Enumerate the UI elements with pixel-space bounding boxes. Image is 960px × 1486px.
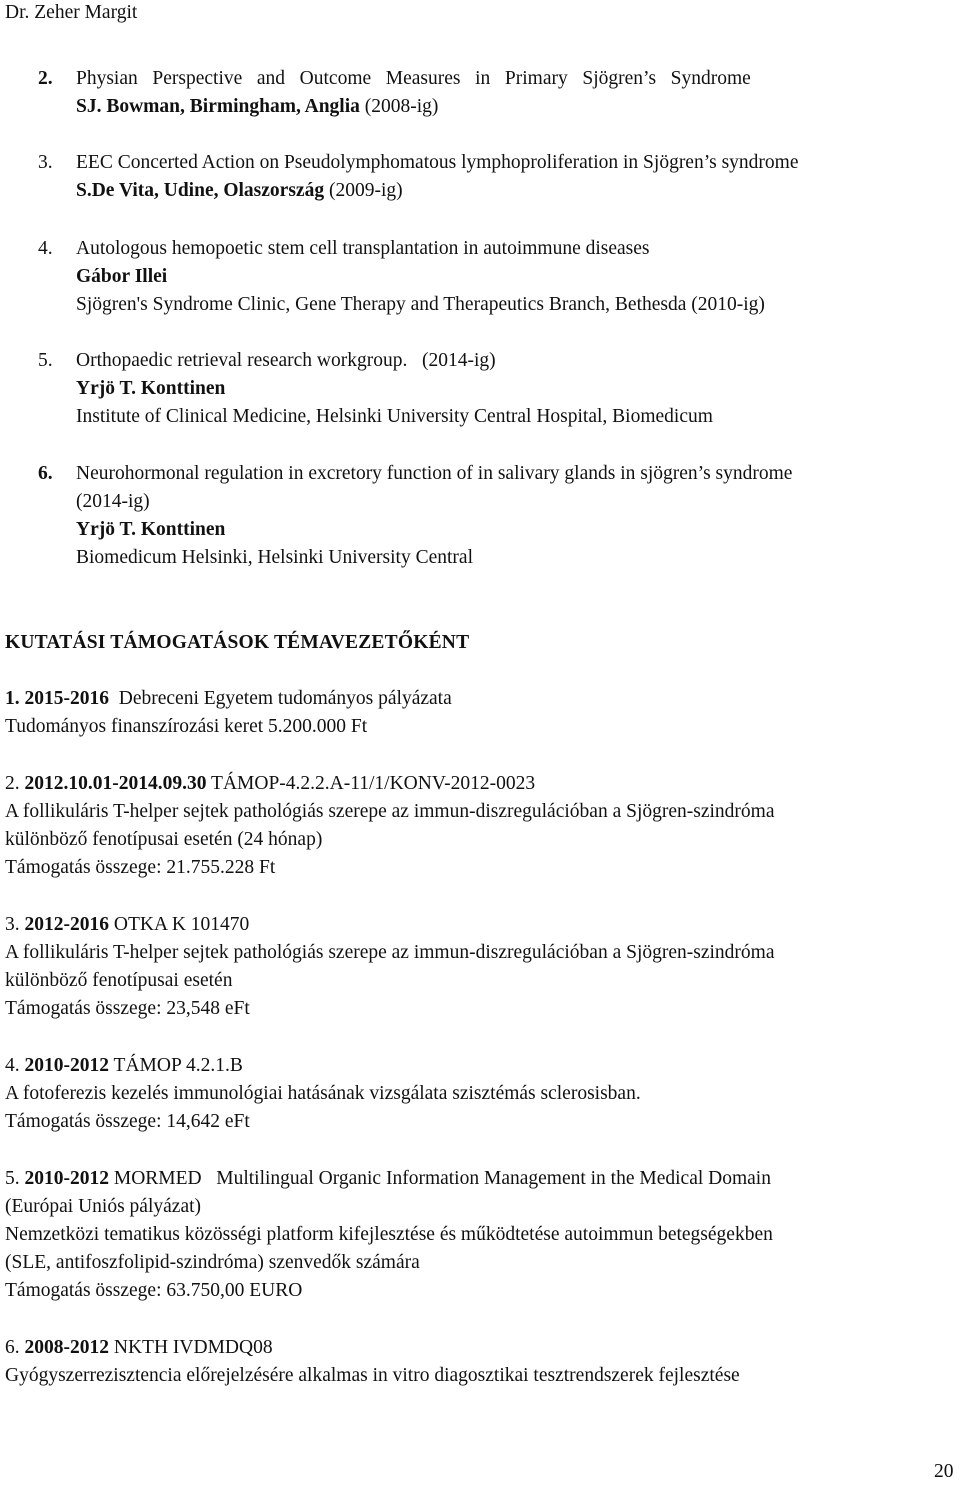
project-title: Autologous hemopoetic stem cell transplantation in autoimmune diseases [76,238,650,259]
grant-amount: Támogatás összege: 23,548 eFt [5,998,250,1019]
lead-period: (2009-ig) [324,180,403,201]
project-institution: Sjögren's Syndrome Clinic, Gene Therapy and Therapeutics Branch, Bethesda (2010-ig) [76,294,765,315]
grant-amount: Támogatás összege: 21.755.228 Ft [5,857,276,878]
grant-name: Debreceni Egyetem tudományos pályázata [118,688,452,709]
project-title: Orthopaedic retrieval research workgroup. (2014-ig) [76,350,496,371]
project-institution: Institute of Clinical Medicine, Helsinki University Central Hospital, Biomedicum [76,406,713,427]
item-number: 2. [38,68,53,89]
grant-number: 4. [5,1055,20,1076]
grant-number: 5. [5,1168,20,1189]
grant-period: 2012.10.01-2014.09.30 [24,773,207,794]
grant-name: OTKA K 101470 [113,914,250,935]
lead-name: SJ. Bowman, Birmingham, Anglia [76,96,360,117]
grant-name: TÁMOP 4.2.1.B [113,1055,243,1076]
item-number: 6. [38,463,53,484]
grant-detail-line: A fotoferezis kezelés immunológiai hatásának vizsgálata szisztémás sclerosisban. [5,1083,641,1104]
item-number: 5. [38,350,53,371]
grant-amount: Támogatás összege: 14,642 eFt [5,1111,250,1132]
item-number: 4. [38,238,53,259]
grant-number: 1. [5,688,20,709]
lead-period: (2008-ig) [359,96,439,117]
page-header-author: Dr. Zeher Margit [5,2,138,23]
project-lead [76,177,403,205]
grant-header [5,1165,771,1193]
grant-name: TÁMOP-4.2.2.A-11/1/KONV-2012-0023 [211,773,536,794]
grant-detail-line: különböző fenotípusai esetén (24 hónap) [5,829,323,850]
grant-amount: Támogatás összege: 63.750,00 EURO [5,1280,303,1301]
grant-detail-line: (Európai Uniós pályázat) [5,1196,202,1217]
grant-detail-line: Tudományos finanszírozási keret 5.200.000 Ft [5,716,368,737]
grant-header [5,1334,273,1362]
grant-detail-line: A follikuláris T-helper sejtek pathológiás szerepe az immun-diszregulációban a Sjögren-szindróma [5,801,775,822]
project-title: Neurohormonal regulation in excretory function of in salivary glands in sjögren’s syndrome [76,463,793,484]
grant-detail-line: Gyógyszerrezisztencia előrejelzésére alkalmas in vitro diagosztikai tesztrendszerek fejlesztése [5,1365,740,1386]
grant-name: NKTH IVDMDQ08 [113,1337,273,1358]
project-title: EEC Concerted Action on Pseudolymphomatous lymphoproliferation in Sjögren’s syndrome [76,152,799,173]
grant-detail-line: Nemzetközi tematikus közösségi platform kifejlesztése és működtetése autoimmun betegségekben [5,1224,773,1245]
project-lead [76,93,438,121]
item-number: 3. [38,152,53,173]
project-title: Physian Perspective and Outcome Measures in Primary Sjögren’s Syndrome [76,68,751,89]
grant-header [5,1052,243,1080]
lead-name: S.De Vita, Udine, Olaszország [76,180,325,201]
grant-header [5,911,249,939]
section-heading-grants: KUTATÁSI TÁMOGATÁSOK TÉMAVEZETŐKÉNT [5,632,470,653]
project-lead: Gábor Illei [76,266,168,287]
grant-period: 2010-2012 [24,1055,109,1076]
grant-number: 2. [5,773,20,794]
grant-name: MORMED Multilingual Organic Information Management in the Medical Domain [113,1168,771,1189]
grant-detail-line: A follikuláris T-helper sejtek pathológiás szerepe az immun-diszregulációban a Sjögren-szindróma [5,942,775,963]
grant-period: 2010-2012 [24,1168,109,1189]
grant-period: 2008-2012 [24,1337,109,1358]
grant-number: 6. [5,1337,20,1358]
grant-period: 2012-2016 [24,914,109,935]
grant-header [5,770,535,798]
grant-detail-line: (SLE, antifoszfolipid-szindróma) szenvedők számára [5,1252,420,1273]
grant-header [5,685,452,713]
page-number: 20 [934,1461,954,1482]
grant-period: 2015-2016 [24,688,109,709]
grant-number: 3. [5,914,20,935]
project-lead: Yrjö T. Konttinen [76,519,226,540]
grant-detail-line: különböző fenotípusai esetén [5,970,233,991]
project-lead: Yrjö T. Konttinen [76,378,226,399]
project-title-continued: (2014-ig) [76,491,150,512]
project-institution: Biomedicum Helsinki, Helsinki University Central [76,547,473,568]
